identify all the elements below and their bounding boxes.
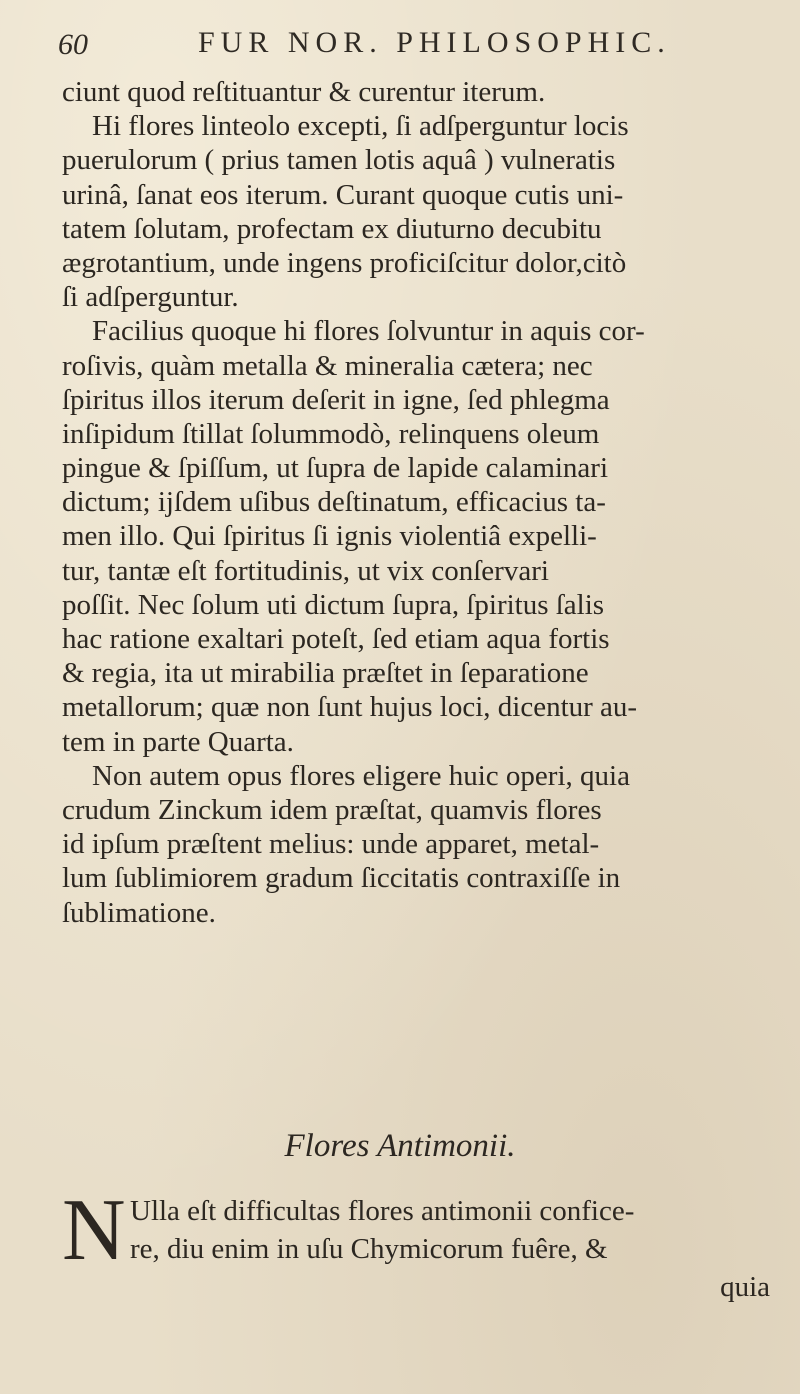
running-head	[58, 22, 760, 62]
running-title: FUR NOR. PHILOSOPHIC.	[198, 26, 671, 59]
text-line: ſi adſperguntur.	[62, 281, 239, 314]
body-text	[62, 75, 782, 930]
text-line: Facilius quoque hi flores ſolvuntur in aquis cor-	[92, 315, 645, 348]
text-line: ſpiritus illos iterum deſerit in igne, ſed phlegma	[62, 383, 610, 416]
text-line: ciunt quod reſtituantur & curentur iterum.	[62, 76, 546, 108]
text-line: dictum; ijſdem uſibus deſtinatum, efficacius ta-	[62, 486, 606, 519]
text-line: lum ſublimiorem gradum ſiccitatis contraxiſſe in	[62, 862, 621, 895]
text-line: hac ratione exaltari poteſt, ſed etiam aqua fortis	[62, 623, 610, 655]
text-line: ægrotantium, unde ingens proficiſcitur dolor,citò	[62, 246, 627, 279]
section-heading: Flores Antimonii.	[284, 1128, 516, 1164]
text-line: Ulla eſt difficultas flores antimonii confice-	[130, 1195, 635, 1227]
text-line: id ipſum præſtent melius: unde apparet, metal-	[62, 828, 600, 861]
text-line: crudum Zinckum idem præſtat, quamvis flores	[62, 793, 602, 826]
text-line: & regia, ita ut mirabilia præſtet in ſeparatione	[62, 657, 589, 690]
text-line: tatem ſolutam, profectam ex diuturno decubitu	[62, 212, 602, 245]
text-line: tur, tantæ eſt fortitudinis, ut vix conſervari	[62, 554, 549, 587]
text-line: Non autem opus flores eligere huic operi, quia	[92, 759, 630, 792]
text-line: metallorum; quæ non ſunt hujus loci, dicentur au-	[62, 691, 638, 724]
text-line: urinâ, ſanat eos iterum. Curant quoque cutis uni-	[62, 178, 624, 211]
text-line: tem in parte Quarta.	[62, 725, 294, 758]
text-line: inſipidum ſtillat ſolummodò, relinquens oleum	[62, 417, 600, 450]
drop-cap: N	[62, 1182, 126, 1279]
text-line: Hi flores linteolo excepti, ſi adſperguntur locis	[92, 110, 629, 143]
text-line: re, diu enim in uſu Chymicorum fuêre, &	[130, 1233, 608, 1265]
page-number: 60	[58, 28, 88, 61]
text-line: puerulorum ( prius tamen lotis aquâ ) vulneratis	[62, 144, 616, 177]
text-line: pingue & ſpiſſum, ut ſupra de lapide calaminari	[62, 452, 609, 485]
section-text	[62, 1182, 782, 1306]
text-line: poſſit. Nec ſolum uti dictum ſupra, ſpiritus ſalis	[62, 588, 605, 621]
text-line: men illo. Qui ſpiritus ſi ignis violentiâ expelli-	[62, 520, 597, 553]
text-line: roſivis, quàm metalla & mineralia cætera; nec	[62, 349, 593, 382]
text-line: ſublimatione.	[62, 896, 216, 929]
catchword: quia	[720, 1271, 770, 1303]
